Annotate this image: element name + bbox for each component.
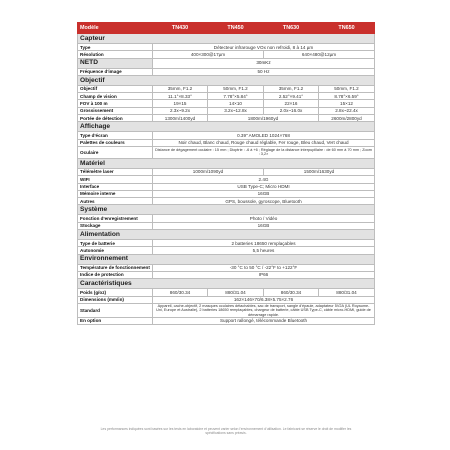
- model-label: Modèle: [78, 23, 153, 34]
- spec-row: [78, 198, 375, 205]
- spec-value: 880/31.04: [208, 289, 264, 296]
- spec-value: 14×10: [208, 100, 264, 107]
- spec-row: [78, 168, 375, 175]
- spec-value: 50mm, F1.2: [319, 85, 375, 92]
- spec-value: 400×300@17µm: [153, 51, 264, 58]
- spec-label: Fonction d'enregistrement: [78, 215, 153, 222]
- section-affichage: [78, 122, 375, 132]
- spec-sheet: [77, 22, 374, 325]
- model-name: TN650: [319, 23, 375, 34]
- spec-row: [78, 132, 375, 139]
- spec-label: Résolution: [78, 51, 153, 58]
- section-materiel: [78, 158, 375, 168]
- spec-label: Indice de protection: [78, 271, 153, 278]
- section-objectif: [78, 75, 375, 85]
- spec-value: 7.78°×5.84°: [208, 93, 264, 100]
- spec-value: 880/31.04: [319, 289, 375, 296]
- spec-value: 2.52°×9.41°: [264, 93, 319, 100]
- spec-value: 2.3x~9.2x: [153, 107, 208, 114]
- section-title: Affichage: [78, 122, 375, 132]
- section-systeme: [78, 205, 375, 215]
- spec-value: 35mm, F1.2: [153, 85, 208, 92]
- section-title: NETD: [78, 58, 153, 68]
- netd-value: 30mKz: [153, 58, 375, 68]
- section-environnement: [78, 254, 375, 264]
- spec-value: IP66: [153, 271, 375, 278]
- spec-value: Distance de dégagement oculaire : 15 mm ; Dioptrie : -6 à +6 ; Réglage de la distance interpupillaire : de 60 mm à 70 mm ; Zoom : 3,2×: [153, 146, 375, 158]
- spec-value: 1500m/1630yd: [264, 168, 375, 175]
- spec-row: [78, 247, 375, 254]
- spec-value: 5,5 heures: [153, 247, 375, 254]
- spec-row: [78, 222, 375, 229]
- section-title: Matériel: [78, 158, 375, 168]
- section-title: Capteur: [78, 34, 375, 44]
- spec-label: Autres: [78, 198, 153, 205]
- model-name: TN630: [264, 23, 319, 34]
- spec-row: [78, 68, 375, 75]
- spec-value: 50 Hz: [153, 68, 375, 75]
- spec-value: 2.8x~22.4x: [319, 107, 375, 114]
- spec-row: [78, 215, 375, 222]
- spec-row: [78, 44, 375, 51]
- spec-label: Mémoire interne: [78, 190, 153, 197]
- spec-row: [78, 146, 375, 158]
- spec-value: 50mm, F1.2: [208, 85, 264, 92]
- spec-row: [78, 289, 375, 296]
- spec-value: 8.78°×6.59°: [319, 93, 375, 100]
- spec-value: -30 °C to 50 °C / -22°F to +122°F: [153, 264, 375, 271]
- spec-row: [78, 176, 375, 183]
- spec-value: 0.39" AMOLED 1024×768: [153, 132, 375, 139]
- spec-value: 2.0x~16.0x: [264, 107, 319, 114]
- spec-row: [78, 107, 375, 114]
- spec-label: En option: [78, 317, 153, 324]
- spec-value: 16GB: [153, 222, 375, 229]
- spec-value: 11.1°×8.33°: [153, 93, 208, 100]
- spec-value: 19×15: [153, 100, 208, 107]
- spec-value: GPS, boussole, gyroscope, Bluetooth: [153, 198, 375, 205]
- spec-value: 3.2x~12.8x: [208, 107, 264, 114]
- model-name: TN450: [208, 23, 264, 34]
- spec-label: Température de fonctionnement: [78, 264, 153, 271]
- section-capteur: [78, 34, 375, 44]
- spec-value: 22×16: [264, 100, 319, 107]
- spec-value: 2.4G: [153, 176, 375, 183]
- spec-row: [78, 271, 375, 278]
- spec-label: Interface: [78, 183, 153, 190]
- spec-label: Oculaire: [78, 146, 153, 158]
- section-title: Objectif: [78, 75, 375, 85]
- spec-label: Poids (g/oz): [78, 289, 153, 296]
- section-title: Alimentation: [78, 230, 375, 240]
- footnote: Les performances indiquées sont basées sur les tests en laboratoire et peuvent varier selon l'environnement d'utilisation. Le fabricant se réserve le droit de modifier les spécifications sans préavis.: [100, 427, 352, 436]
- spec-value: 15×12: [319, 100, 375, 107]
- spec-label: Objectif: [78, 85, 153, 92]
- spec-label: Télémètre laser: [78, 168, 153, 175]
- section-alimentation: [78, 230, 375, 240]
- spec-value: 2 batteries 18650 remplaçables: [153, 240, 375, 247]
- model-header-row: [78, 23, 375, 34]
- spec-label: Type d'écran: [78, 132, 153, 139]
- spec-value: Noir chaud, Blanc chaud, Rouge chaud réglable, Fer rouge, Bleu chaud, Vert chaud: [153, 139, 375, 146]
- spec-value: 860/30.34: [153, 289, 208, 296]
- section-title: Environnement: [78, 254, 375, 264]
- spec-row: [78, 317, 375, 324]
- spec-value: Photo / Vidéo: [153, 215, 375, 222]
- spec-label: Type: [78, 44, 153, 51]
- spec-row: [78, 183, 375, 190]
- spec-label: Stockage: [78, 222, 153, 229]
- spec-row: [78, 139, 375, 146]
- spec-row: [78, 240, 375, 247]
- spec-row: [78, 303, 375, 317]
- spec-value: Support rallongé, télécommande Bluetooth: [153, 317, 375, 324]
- spec-value: 640×480@12µm: [264, 51, 375, 58]
- spec-row: [78, 51, 375, 58]
- spec-value: 16GB: [153, 190, 375, 197]
- spec-row: [78, 115, 375, 122]
- spec-value: 1800m/1960yd: [208, 115, 319, 122]
- spec-label: Type de batterie: [78, 240, 153, 247]
- spec-label: Grossissement: [78, 107, 153, 114]
- spec-value: Détecteur infrarouge VOx non refroidi, 8 à 14 µm: [153, 44, 375, 51]
- spec-label: WIFI: [78, 176, 153, 183]
- spec-value: USB Type-C; Micro HDMI: [153, 183, 375, 190]
- spec-label: FOV à 100 m: [78, 100, 153, 107]
- spec-label: Standard: [78, 303, 153, 317]
- spec-row: [78, 296, 375, 303]
- spec-value: 2600m/2800yd: [319, 115, 375, 122]
- spec-table: [77, 22, 375, 325]
- section-caracteristiques: [78, 279, 375, 289]
- section-title: Système: [78, 205, 375, 215]
- spec-label: Autonomie: [78, 247, 153, 254]
- spec-label: Portée de détection: [78, 115, 153, 122]
- section-netd: [78, 58, 375, 68]
- spec-row: [78, 93, 375, 100]
- spec-value: Appareil, cache-objectif, 2 masques oculaires détachables, sac de transport, sangle d'épaule, adaptateur 5V2A (UL Royaume-Uni, Europe et Australie), 2 batteries 18650 remplaçables, chargeur de batterie, câble USB Type-C, câble micro-HDMI, guide de démarrage rapide.: [153, 303, 375, 317]
- model-name: TN430: [153, 23, 208, 34]
- section-title: Caractéristiques: [78, 279, 375, 289]
- spec-row: [78, 190, 375, 197]
- spec-label: Champ de vision: [78, 93, 153, 100]
- spec-row: [78, 100, 375, 107]
- spec-label: Fréquence d'image: [78, 68, 153, 75]
- spec-value: 860/30.34: [264, 289, 319, 296]
- spec-row: [78, 85, 375, 92]
- spec-row: [78, 264, 375, 271]
- spec-label: Palettes de couleurs: [78, 139, 153, 146]
- spec-value: 162×146×70/6.38×5.75×2.76: [153, 296, 375, 303]
- spec-label: Dimensions (mm/in): [78, 296, 153, 303]
- spec-value: 1300m/1400yd: [153, 115, 208, 122]
- spec-value: 35mm, F1.2: [264, 85, 319, 92]
- spec-value: 1000m/1090yd: [153, 168, 264, 175]
